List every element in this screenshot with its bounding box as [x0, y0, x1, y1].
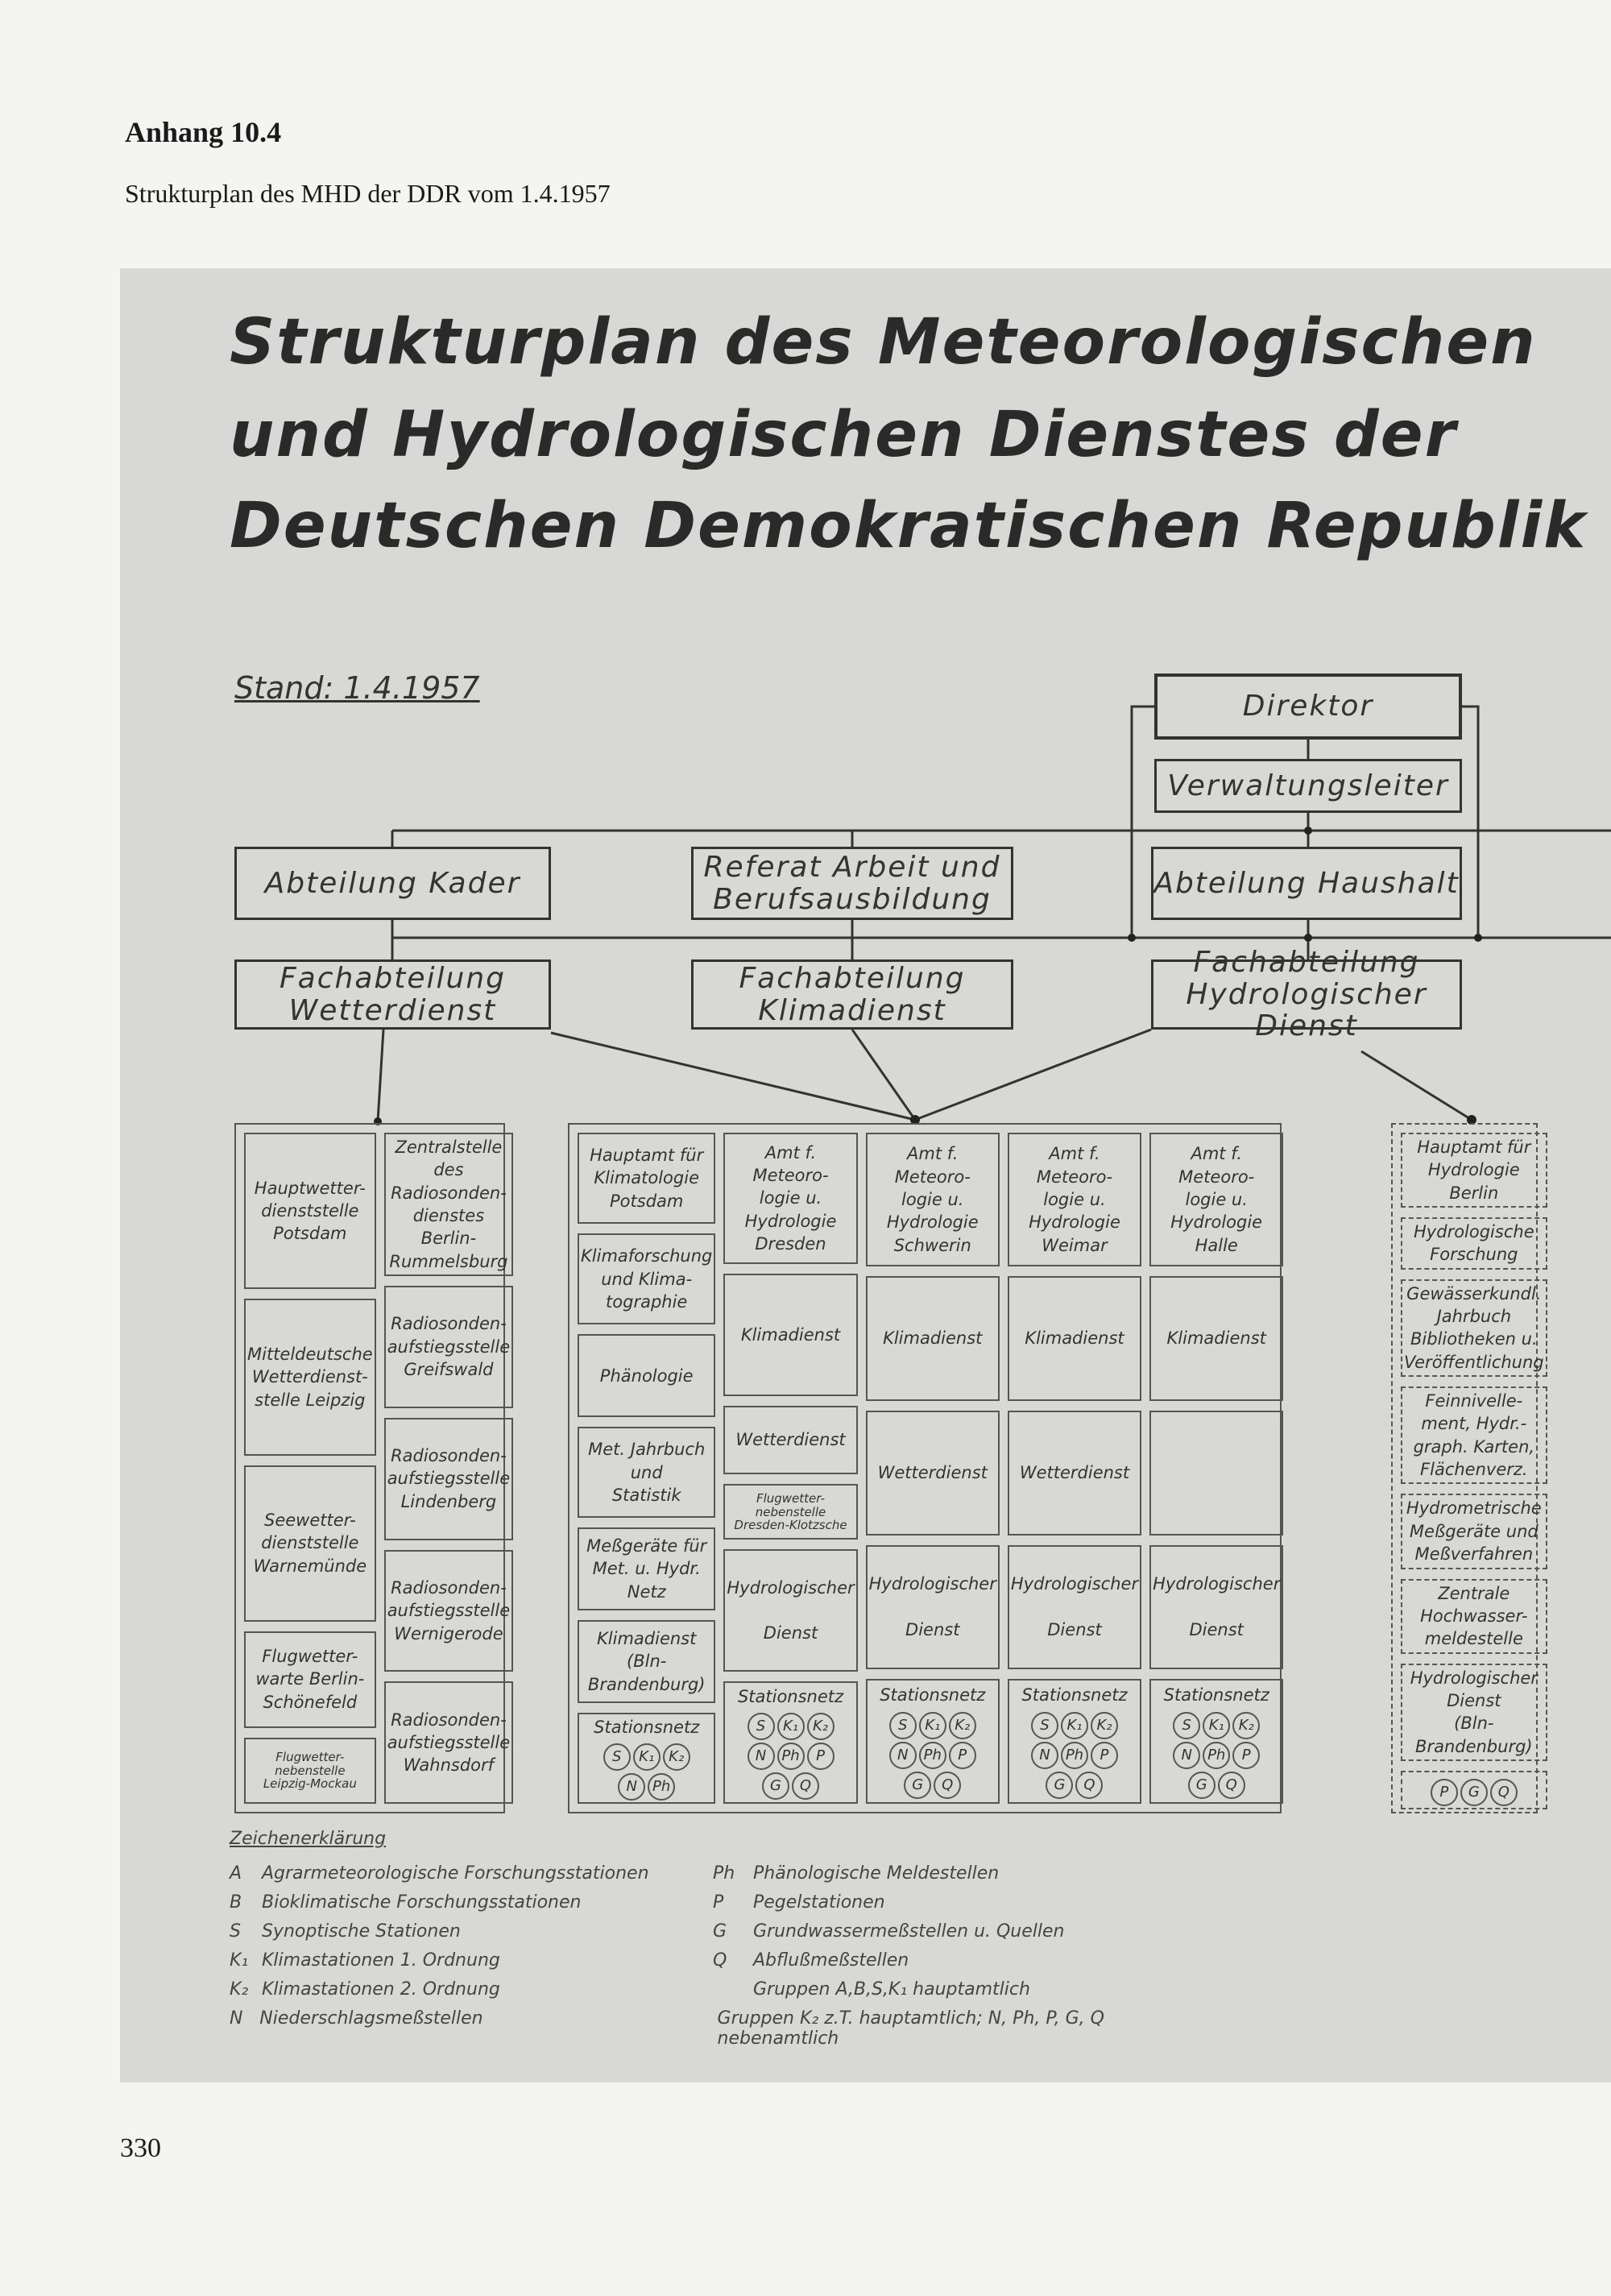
legend-key: Ph: [713, 1863, 735, 1884]
org-unit-cell: [244, 1299, 376, 1455]
station-symbol-g: G: [1046, 1772, 1073, 1799]
legend-key: [713, 1979, 753, 2008]
station-symbol-k1: K₁: [919, 1712, 946, 1739]
legend-text: Niederschlagsmeßstellen: [259, 2008, 483, 2029]
org-unit-label: Amt f. Meteoro- logie u. Hydrologie Weimar: [1029, 1144, 1120, 1255]
chart-title-line-2: und Hydrologischen Dienstes der: [230, 399, 1458, 471]
box-abteilung-kader: Abteilung Kader: [234, 847, 551, 920]
org-unit-label: Meßgeräte für Met. u. Hydr. Netz: [586, 1536, 707, 1602]
legend-row: [230, 1950, 1196, 1979]
org-unit-cell: [578, 1527, 715, 1610]
station-symbol-q: Q: [1218, 1772, 1245, 1799]
org-unit-label: Stationsnetz: [594, 1717, 700, 1737]
org-unit-cell: [1401, 1494, 1547, 1569]
org-unit-cell: [1008, 1679, 1141, 1804]
org-unit-label: Wetterdienst: [877, 1462, 988, 1482]
legend-text: Bioklimatische Forschungsstationen: [262, 1892, 582, 1913]
chart-title-line-1: Strukturplan des Meteorologischen: [230, 306, 1537, 379]
station-symbol-g: G: [1460, 1779, 1488, 1806]
org-unit-cell: [1149, 1411, 1283, 1536]
org-unit-cell: [578, 1620, 715, 1703]
station-symbols: [739, 1713, 843, 1800]
org-unit-label: Klimadienst: [740, 1324, 841, 1345]
box-direktor: Direktor: [1154, 673, 1462, 740]
station-symbol-k2: K₂: [1232, 1712, 1260, 1739]
org-unit-cell: [384, 1681, 513, 1804]
legend-text: Pegelstationen: [753, 1892, 885, 1913]
org-unit-label: Flugwetter- nebenstelle Leipzig-Mockau: [263, 1750, 357, 1791]
klimadienst-column: [568, 1123, 1282, 1813]
station-symbol-g: G: [762, 1772, 789, 1800]
org-unit-cell: [723, 1133, 857, 1264]
station-symbol-p: P: [807, 1743, 834, 1770]
org-unit-label: Hydrologischer Dienst: [727, 1577, 855, 1643]
station-symbol-q: Q: [1490, 1779, 1518, 1806]
legend-row: [230, 1979, 1196, 2008]
org-unit-label: Hydrologischer Dienst: [1153, 1574, 1281, 1640]
org-unit-label: Stationsnetz: [1021, 1685, 1128, 1705]
legend-key: K₁: [230, 1950, 249, 1971]
station-symbols: [1431, 1779, 1518, 1806]
org-unit-cell: [244, 1631, 376, 1728]
legend-key: B: [230, 1892, 242, 1913]
org-unit-cell: [866, 1276, 1000, 1401]
legend-text: Synoptische Stationen: [262, 1921, 461, 1942]
legend-row: [230, 1863, 1196, 1892]
box-fach-klimadienst: Fachabteilung Klimadienst: [691, 959, 1013, 1030]
org-unit-cell: [723, 1549, 857, 1672]
legend-text: Agrarmeteorologische Forschungsstationen: [262, 1863, 649, 1884]
org-unit-label: Zentralstelle des Radiosonden- dienstes Berlin- Rummelsburg: [389, 1138, 508, 1271]
station-symbols: [1164, 1712, 1269, 1799]
station-symbol-g: G: [1188, 1772, 1215, 1799]
station-symbol-k1: K₁: [633, 1743, 661, 1771]
station-symbol-k1: K₁: [777, 1713, 805, 1740]
org-unit-label: Radiosonden- aufstiegsstelle Wahnsdorf: [387, 1710, 511, 1776]
klima-subcolumn: [578, 1133, 715, 1804]
org-unit-cell: [578, 1713, 715, 1804]
legend-key: N: [230, 2008, 243, 2029]
org-unit-cell: [1401, 1133, 1547, 1208]
org-unit-cell: [1401, 1217, 1547, 1270]
station-symbol-ph: Ph: [919, 1742, 946, 1769]
legend-text: Gruppen K₂ z.T. hauptamtlich; N, Ph, P, G, Q nebenamtlich: [717, 2008, 1104, 2049]
chart-title-line-3: Deutschen Demokratischen Republik: [230, 490, 1588, 562]
org-unit-cell: [866, 1411, 1000, 1536]
org-unit-cell: [1401, 1279, 1547, 1377]
org-unit-cell: [578, 1233, 715, 1324]
station-symbol-n: N: [889, 1742, 917, 1769]
org-unit-label: Amt f. Meteoro- logie u. Hydrologie Halle: [1170, 1144, 1263, 1255]
station-symbol-q: Q: [1075, 1772, 1103, 1799]
org-unit-cell: [723, 1406, 857, 1474]
org-unit-cell: [723, 1681, 857, 1804]
station-symbol-g: G: [904, 1772, 931, 1799]
org-unit-cell: [866, 1545, 1000, 1670]
station-symbol-n: N: [618, 1773, 645, 1801]
org-unit-label: Flugwetter- warte Berlin- Schönefeld: [255, 1647, 365, 1712]
legend-text: Gruppen A,B,S,K₁ hauptamtlich: [753, 1979, 1030, 2000]
station-symbol-ph: Ph: [777, 1743, 805, 1770]
org-unit-cell: [384, 1550, 513, 1672]
legend-title: Zeichenerklärung: [230, 1829, 387, 1849]
station-symbol-k1: K₁: [1061, 1712, 1088, 1739]
org-unit-label: Stationsnetz: [1163, 1685, 1269, 1705]
legend-text: Klimastationen 2. Ordnung: [262, 1979, 500, 2000]
org-unit-label: Amt f. Meteoro- logie u. Hydrologie Schwerin: [886, 1144, 979, 1255]
legend: [230, 1829, 1196, 2049]
org-unit-label: Wetterdienst: [735, 1430, 846, 1450]
org-unit-label: Hauptamt für Klimatologie Potsdam: [590, 1146, 704, 1211]
org-unit-label: Stationsnetz: [737, 1686, 844, 1706]
org-unit-label: Gewässerkundl. Jahrbuch Bibliotheken u. Veröffentlichung: [1404, 1283, 1544, 1372]
box-verwaltungsleiter: Verwaltungsleiter: [1154, 759, 1462, 813]
org-unit-cell: [1401, 1386, 1547, 1484]
org-unit-label: Stationsnetz: [880, 1685, 986, 1705]
page-number: 330: [120, 2133, 161, 2163]
org-unit-cell: [1149, 1545, 1283, 1670]
org-unit-label: Hydrologischer Dienst: [1010, 1574, 1139, 1640]
station-symbol-n: N: [1173, 1742, 1200, 1769]
org-unit-cell: [578, 1334, 715, 1417]
station-symbol-k2: K₂: [1091, 1712, 1118, 1739]
org-unit-label: Seewetter- dienststelle Warnemünde: [253, 1511, 367, 1576]
org-unit-label: Klimadienst (Bln-Brandenburg): [587, 1628, 706, 1694]
org-unit-label: Feinnivelle- ment, Hydr.- graph. Karten, Flächenverz.: [1413, 1391, 1535, 1480]
org-unit-label: Hydrologische Forschung: [1414, 1222, 1534, 1265]
org-unit-cell: [384, 1133, 513, 1276]
station-symbol-n: N: [1031, 1742, 1058, 1769]
station-symbols: [880, 1712, 985, 1799]
klima-subcolumn: [866, 1133, 1000, 1804]
org-unit-cell: [1401, 1579, 1547, 1654]
station-symbol-k2: K₂: [949, 1712, 976, 1739]
legend-text: Klimastationen 1. Ordnung: [262, 1950, 500, 1971]
org-unit-cell: [244, 1133, 376, 1289]
org-unit-cell: [1008, 1133, 1141, 1266]
station-symbol-s: S: [1031, 1712, 1058, 1739]
org-unit-cell: [1008, 1411, 1141, 1536]
org-unit-label: Klimadienst: [1166, 1328, 1266, 1349]
org-unit-cell: [1008, 1276, 1141, 1401]
wetterdienst-column: [234, 1123, 511, 1813]
stand-date: Stand: 1.4.1957: [234, 670, 480, 706]
station-symbol-s: S: [748, 1713, 775, 1740]
appendix-heading: Anhang 10.4: [125, 116, 282, 148]
klima-subcolumn: [1008, 1133, 1141, 1804]
org-unit-cell: [866, 1133, 1000, 1266]
org-unit-label: Hydrologischer Dienst: [868, 1574, 996, 1640]
station-symbol-ph: Ph: [1061, 1742, 1088, 1769]
station-symbols: [594, 1743, 699, 1801]
org-unit-cell: [723, 1484, 857, 1540]
box-referat-arbeit: Referat Arbeit und Berufsausbildung: [691, 847, 1013, 920]
station-symbol-p: P: [1232, 1742, 1260, 1769]
legend-key: [680, 2008, 718, 2037]
org-unit-cell: [578, 1427, 715, 1518]
org-unit-label: Klimaforschung und Klima- tographie: [581, 1246, 713, 1312]
legend-key: S: [230, 1921, 241, 1942]
station-symbol-k2: K₂: [663, 1743, 690, 1771]
org-unit-label: Flugwetter- nebenstelle Dresden-Klotzsche: [734, 1491, 847, 1533]
org-unit-label: Met. Jahrbuch und Statistik: [588, 1440, 706, 1505]
klima-subcolumn: [723, 1133, 857, 1804]
legend-row: [230, 2008, 1196, 2049]
station-symbol-s: S: [1173, 1712, 1200, 1739]
legend-text: Grundwassermeßstellen u. Quellen: [753, 1921, 1065, 1942]
hydro-subcolumn: [1401, 1133, 1547, 1804]
org-unit-label: Hauptamt für Hydrologie Berlin: [1417, 1138, 1531, 1203]
box-fach-wetterdienst: Fachabteilung Wetterdienst: [234, 959, 551, 1030]
station-symbol-s: S: [889, 1712, 917, 1739]
legend-row: [230, 1921, 1196, 1950]
box-fach-hydrologie: Fachabteilung Hydrologischer Dienst: [1151, 959, 1462, 1030]
org-unit-cell: [244, 1465, 376, 1622]
box-abteilung-haushalt: Abteilung Haushalt: [1151, 847, 1462, 920]
org-unit-label: Klimadienst: [883, 1328, 983, 1349]
org-unit-label: Radiosonden- aufstiegsstelle Greifswald: [387, 1314, 511, 1380]
legend-text: Abflußmeßstellen: [753, 1950, 909, 1971]
station-symbol-p: P: [949, 1742, 976, 1769]
org-unit-label: Hauptwetter- dienststelle Potsdam: [254, 1178, 366, 1244]
org-unit-label: Wetterdienst: [1019, 1462, 1130, 1482]
org-unit-label: Radiosonden- aufstiegsstelle Lindenberg: [387, 1446, 511, 1511]
org-unit-cell: [244, 1738, 376, 1805]
appendix-subtitle: Strukturplan des MHD der DDR vom 1.4.1957: [125, 179, 611, 208]
org-unit-label: Klimadienst: [1025, 1328, 1124, 1349]
station-symbols: [1022, 1712, 1127, 1799]
org-unit-label: Hydrologischer Dienst (Bln-Brandenburg): [1410, 1668, 1538, 1756]
station-symbol-ph: Ph: [648, 1773, 675, 1801]
legend-key: G: [713, 1921, 727, 1942]
org-unit-cell: [1149, 1276, 1283, 1401]
station-symbol-p: P: [1091, 1742, 1118, 1769]
org-unit-cell: [866, 1679, 1000, 1804]
station-symbol-k2: K₂: [807, 1713, 834, 1740]
station-symbol-n: N: [748, 1743, 775, 1770]
org-unit-cell: [1401, 1771, 1547, 1809]
wetter-subcolumn: [244, 1133, 376, 1804]
legend-key: Q: [713, 1950, 727, 1971]
station-symbol-k1: K₁: [1203, 1712, 1230, 1739]
org-unit-cell: [384, 1418, 513, 1540]
station-symbol-p: P: [1431, 1779, 1458, 1806]
org-unit-cell: [1149, 1679, 1283, 1804]
legend-key: P: [713, 1892, 724, 1913]
legend-row: [230, 1892, 1196, 1921]
klima-subcolumn: [1149, 1133, 1283, 1804]
org-unit-label: Radiosonden- aufstiegsstelle Wernigerode: [387, 1577, 511, 1643]
wetter-subcolumn: [384, 1133, 513, 1804]
org-unit-cell: [384, 1286, 513, 1408]
legend-text: Phänologische Meldestellen: [753, 1863, 1000, 1884]
org-unit-cell: [1008, 1545, 1141, 1670]
org-unit-label: Zentrale Hochwasser- meldestelle: [1420, 1583, 1528, 1649]
hydrologie-column: [1391, 1123, 1544, 1813]
station-symbol-ph: Ph: [1203, 1742, 1230, 1769]
station-symbol-q: Q: [934, 1772, 961, 1799]
org-unit-cell: [1401, 1664, 1547, 1761]
legend-key: K₂: [230, 1979, 249, 2000]
org-unit-label: Hydrometrische Meßgeräte und Meßverfahren: [1406, 1498, 1542, 1565]
station-symbol-q: Q: [792, 1772, 819, 1800]
org-unit-label: Mitteldeutsche Wetterdienst- stelle Leipzig: [247, 1344, 373, 1410]
org-unit-cell: [723, 1274, 857, 1396]
org-unit-cell: [1149, 1133, 1283, 1266]
org-unit-label: Phänologie: [599, 1366, 694, 1386]
station-symbol-s: S: [603, 1743, 631, 1771]
legend-key: A: [230, 1863, 242, 1884]
org-unit-cell: [578, 1133, 715, 1224]
org-unit-label: Amt f. Meteoro- logie u. Hydrologie Dresden: [744, 1142, 837, 1254]
